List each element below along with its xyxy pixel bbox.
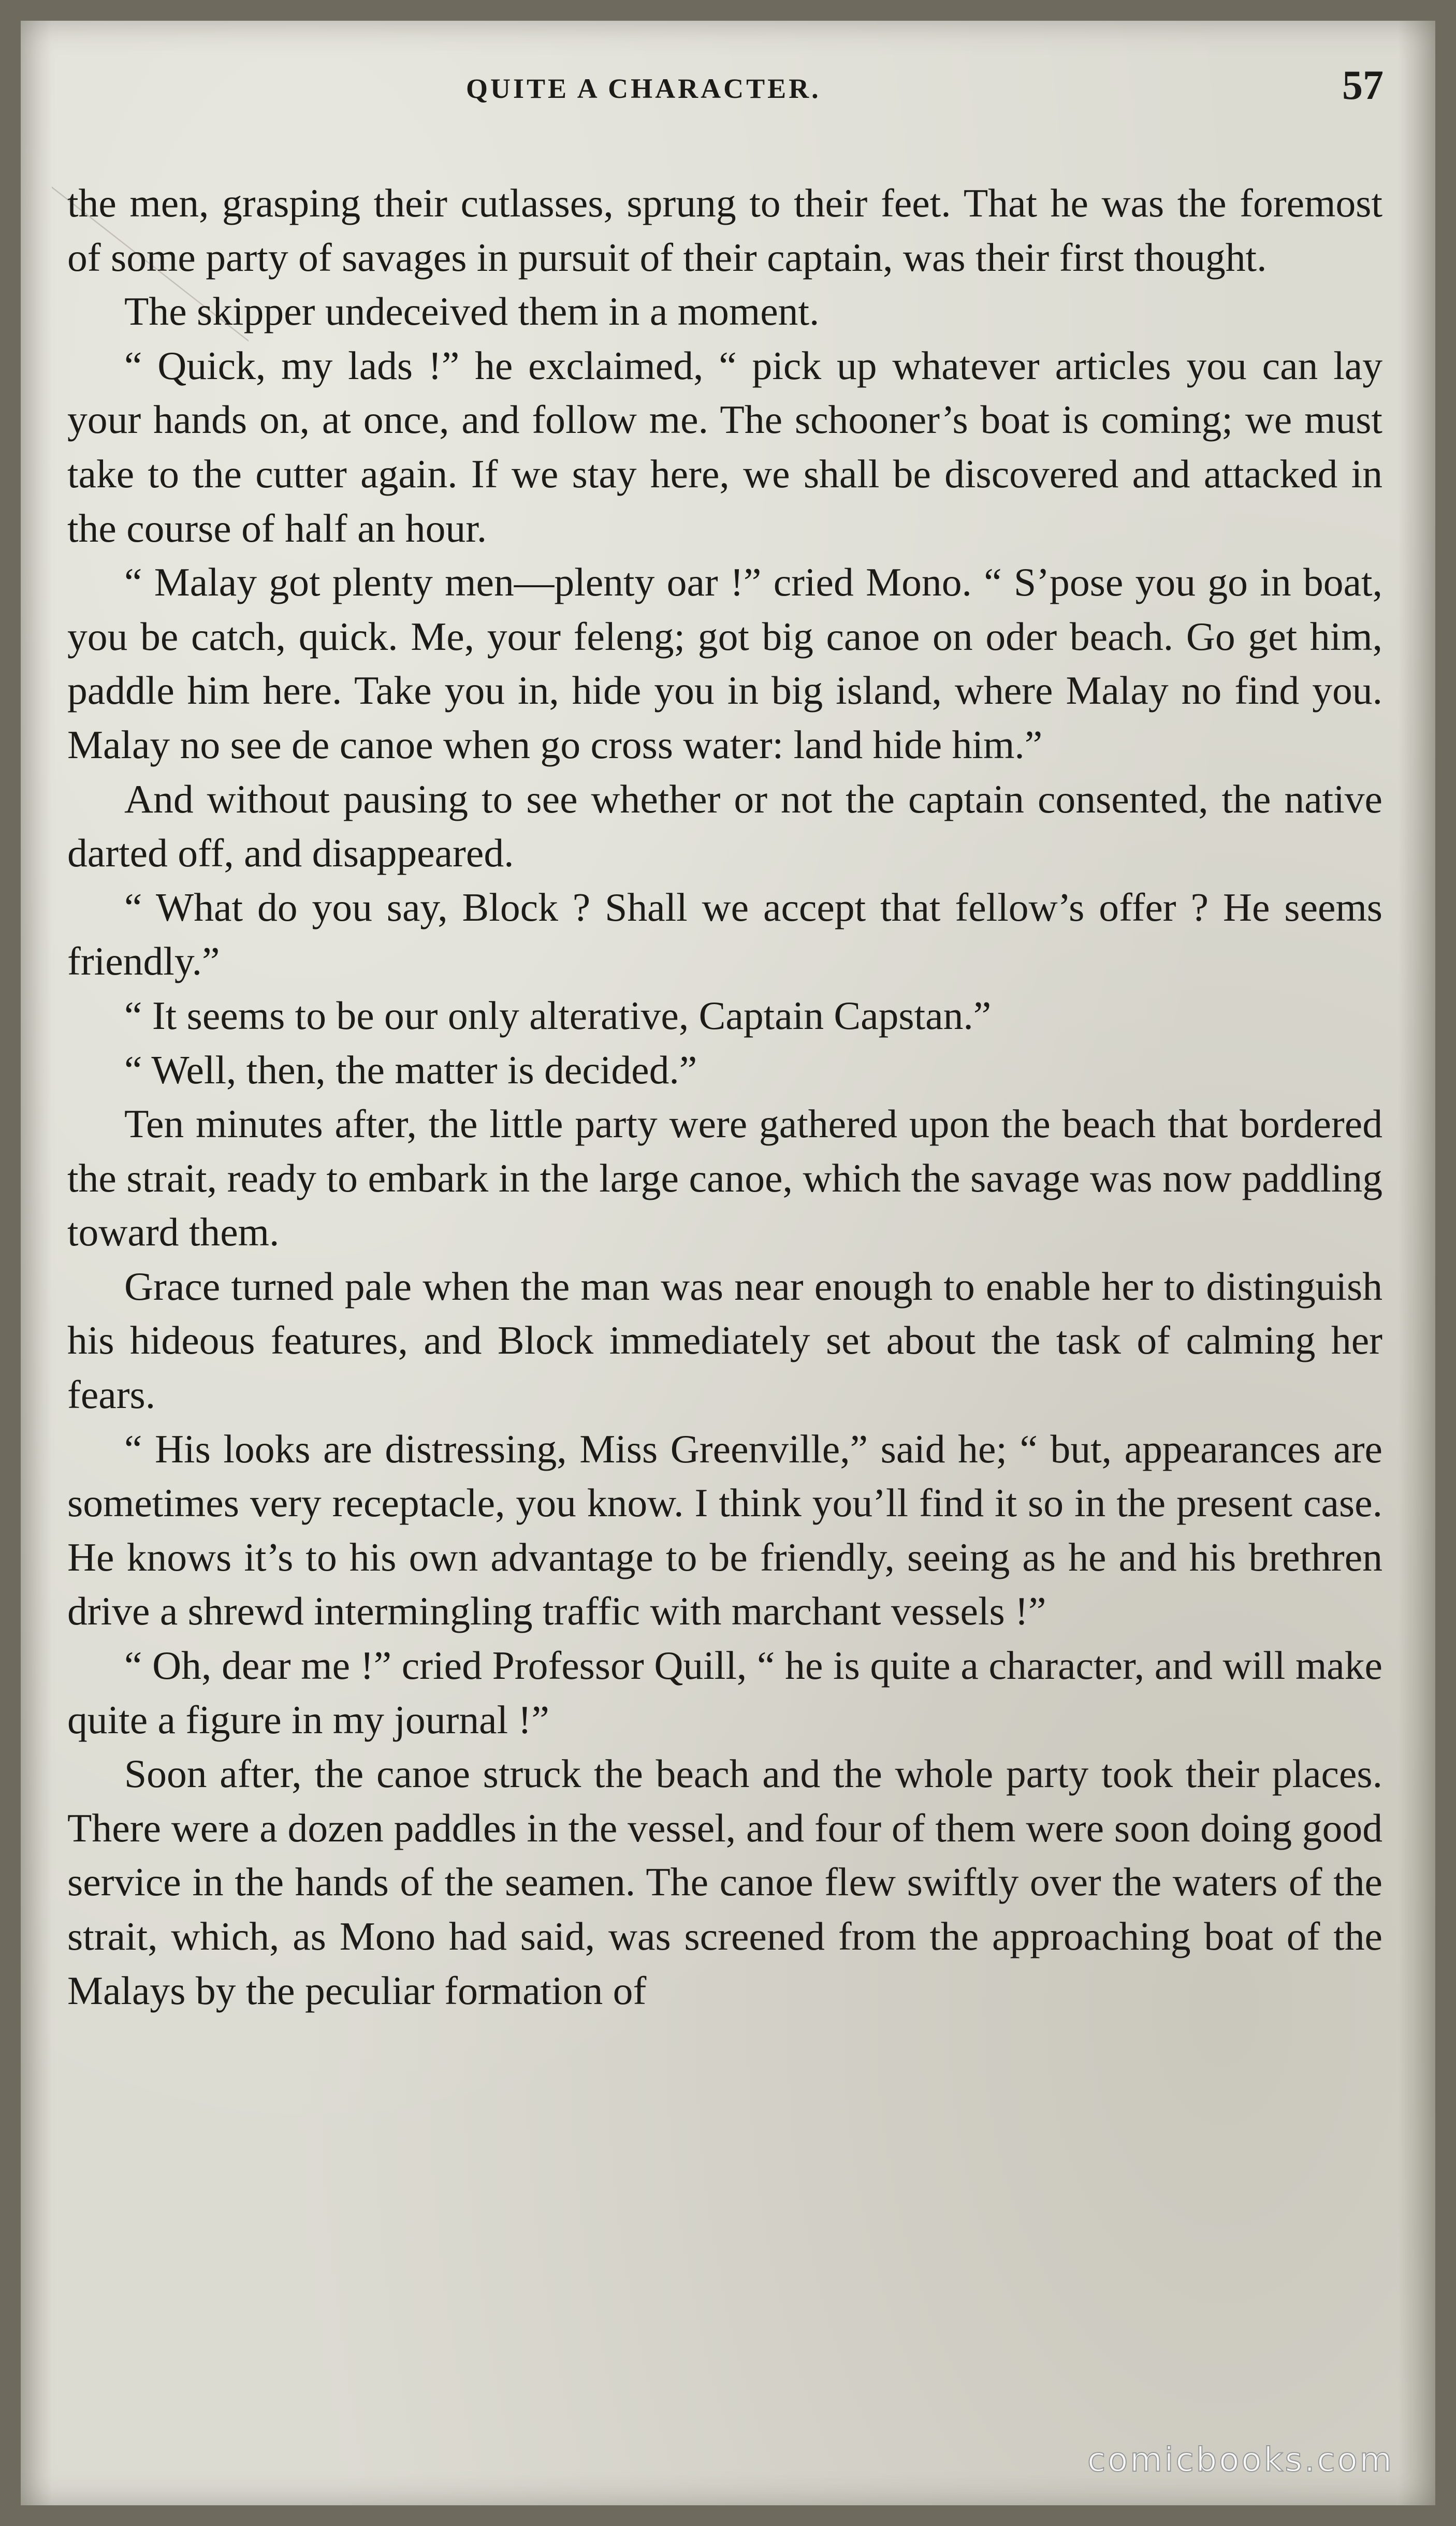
paragraph: Grace turned pale when the man was near enough to enable her to distinguish his hideous features, and Block immediately set about the task of calming her fears. [67,1264,1382,1417]
paragraph: “ Oh, dear me !” cried Professor Quill, “ he is quite a character, and will make quite a figure in my journal !” [67,1643,1382,1742]
paragraph: The skipper undeceived them in a moment. [124,289,820,334]
page-header [21,57,1435,129]
watermark: comicbooks.com [1087,2441,1394,2479]
running-head: QUITE A CHARACTER. [466,73,821,104]
paragraph: “ What do you say, Block ? Shall we accept that fellow’s offer ? He seems friendly.” [67,884,1382,984]
paragraph: “ It seems to be our only alterative, Captain Capstan.” [124,993,992,1038]
paragraph: Ten minutes after, the little party were gathered upon the beach that bordered the strait, ready to embark in the large canoe, which the savage was now paddling toward them. [67,1101,1382,1255]
body-text [67,176,1382,2017]
paragraph: Soon after, the canoe struck the beach and the whole party took their places. There were a dozen paddles in the vessel, and four of them were soon doing good service in the hands of the seamen. The canoe flew swiftly over the waters of the strait, which, as Mono had said, was screened from the approaching boat of the Malays by the peculiar formation of [67,1751,1382,2013]
paragraph: “ Malay got plenty men—plenty oar !” cried Mono. “ S’pose you go in boat, you be catch, quick. Me, your feleng; got big canoe on oder beach. Go get him, paddle him here. Take you in, hide you in big island, where Malay no find you. Malay no see de canoe when go cross water: land hide him.” [67,560,1382,767]
paragraph: “ Well, then, the matter is decided.” [124,1047,697,1092]
page-number: 57 [1342,63,1384,108]
book-page [21,21,1435,2505]
paragraph: And without pausing to see whether or not the captain consented, the native darted off, and disappeared. [67,776,1382,876]
paragraph: “ Quick, my lads !” he exclaimed, “ pick up whatever articles you can lay your hands on, at once, and follow me. The schooner’s boat is coming; we must take to the cutter again. If we stay here, we shall be discovered and attacked in the course of half an hour. [67,343,1382,550]
paragraph: the men, grasping their cutlasses, sprung to their feet. That he was the foremost of some party of savages in pursuit of their captain, was their first thought. [67,181,1382,280]
paragraph: “ His looks are distressing, Miss Greenville,” said he; “ but, appearances are sometimes very receptacle, you know. I think you’ll find it so in the present case. He knows it’s to his own advantage to be friendly, seeing as he and his brethren drive a shrewd intermingling traffic with marchant vessels !” [67,1426,1382,1634]
